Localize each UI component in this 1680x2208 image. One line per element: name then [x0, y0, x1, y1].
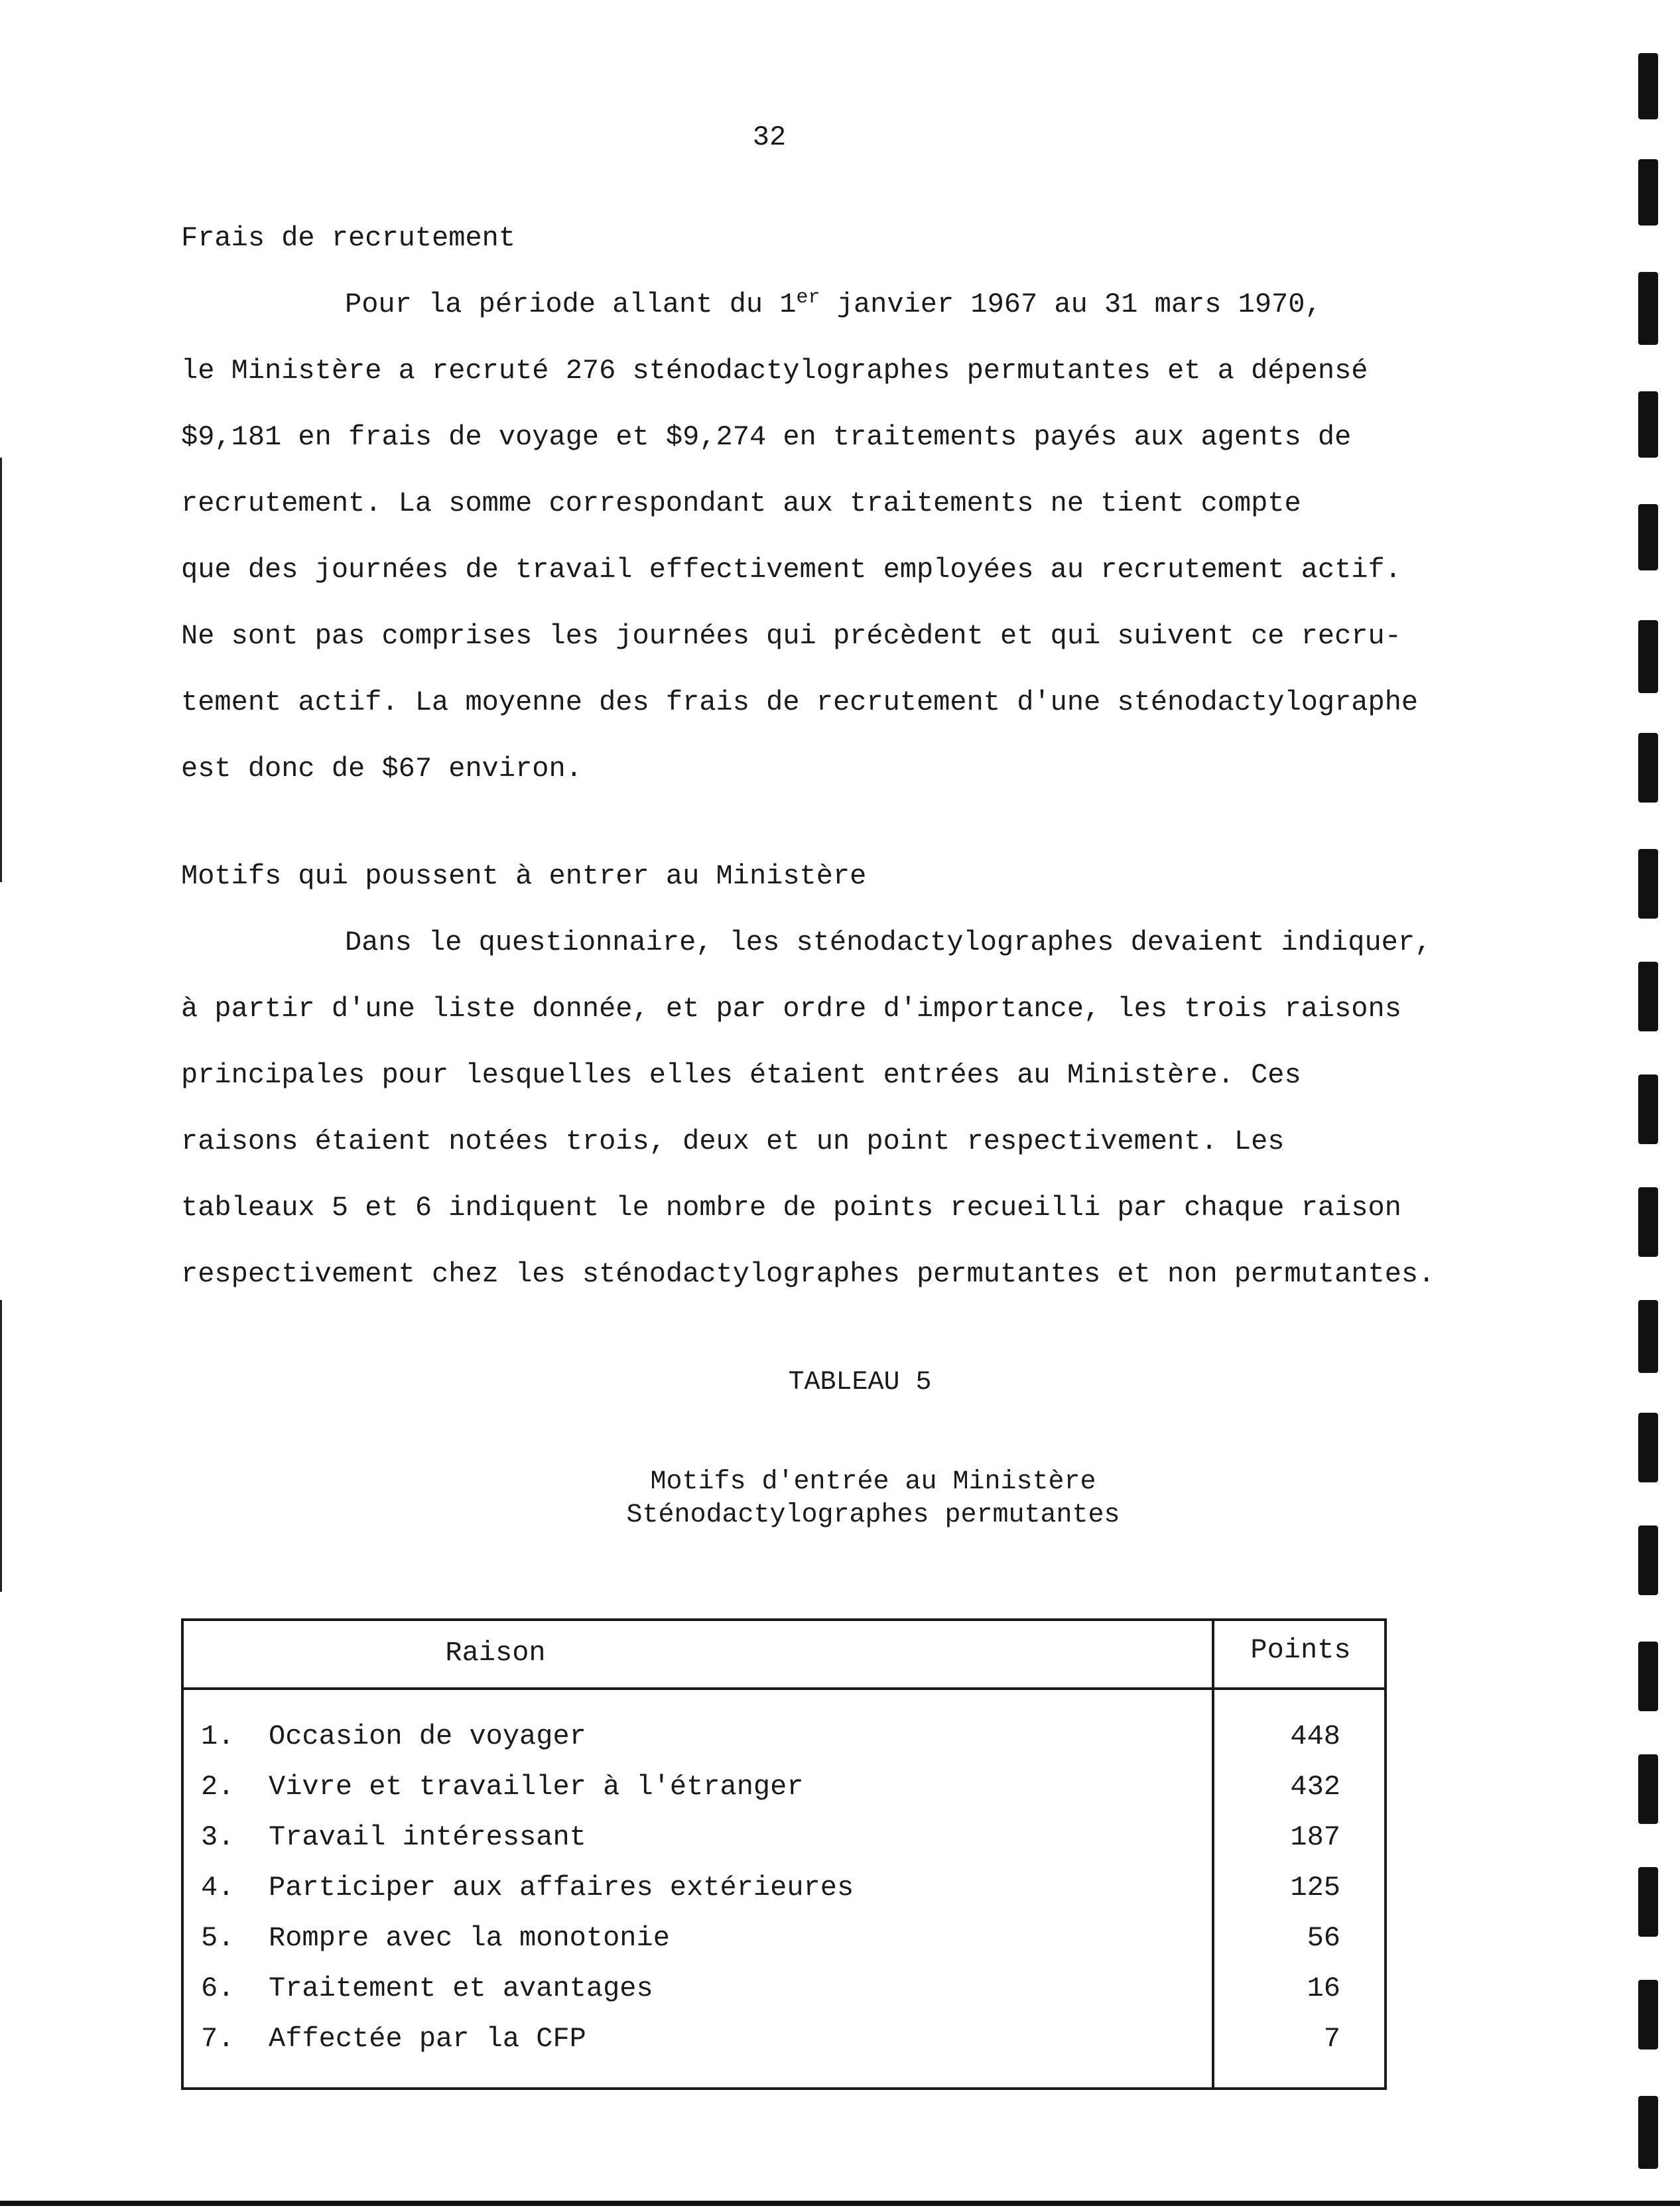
row-points: 7: [1323, 2023, 1340, 2055]
binding-mark: [1638, 620, 1658, 693]
binding-mark: [1638, 391, 1658, 458]
row-points: 187: [1290, 1821, 1340, 1853]
row-reason: Travail intéressant: [269, 1821, 586, 1853]
table-title: Motifs d'entrée au Ministère: [650, 1467, 1096, 1497]
paragraph-line: $9,181 en frais de voyage et $9,274 en traitements payés aux agents de: [181, 421, 1352, 453]
paragraph-line: le Ministère a recruté 276 sténodactylographes permutantes et a dépensé: [181, 355, 1368, 387]
table-row: [184, 1721, 1384, 1771]
row-number: 5.: [201, 1922, 235, 1954]
paragraph-line: principales pour lesquelles elles étaient entrées au Ministère. Ces: [181, 1059, 1301, 1091]
table-row: [184, 1771, 1384, 1821]
row-number: 2.: [201, 1771, 235, 1803]
left-margin-line: [0, 458, 2, 882]
row-reason: Occasion de voyager: [269, 1721, 586, 1752]
paragraph-line: tableaux 5 et 6 indiquent le nombre de points recueilli par chaque raison: [181, 1192, 1401, 1224]
binding-mark: [1638, 1642, 1658, 1711]
row-number: 4.: [201, 1872, 235, 1904]
binding-mark: [1638, 1074, 1658, 1144]
paragraph-line: raisons étaient notées trois, deux et un point respectivement. Les: [181, 1126, 1285, 1157]
row-reason: Rompre avec la monotonie: [269, 1922, 670, 1954]
row-reason: Vivre et travailler à l'étranger: [269, 1771, 804, 1803]
row-number: 7.: [201, 2023, 235, 2055]
paragraph-line: à partir d'une liste donnée, et par ordre d'importance, les trois raisons: [181, 993, 1401, 1025]
binding-mark: [1638, 272, 1658, 345]
binding-mark: [1638, 849, 1658, 919]
column-header-raison: Raison: [445, 1637, 546, 1669]
binding-mark: [1638, 1300, 1658, 1373]
binding-mark: [1638, 1526, 1658, 1595]
binding-mark: [1638, 504, 1658, 570]
paragraph-line: tement actif. La moyenne des frais de recrutement d'une sténodactylographe: [181, 686, 1419, 718]
binding-mark: [1638, 2096, 1658, 2169]
paragraph-line: respectivement chez les sténodactylographes permutantes et non permutantes.: [181, 1258, 1435, 1290]
table-row: [184, 2023, 1384, 2073]
section-heading-recruitment-costs: Frais de recrutement: [181, 222, 516, 254]
row-points: 16: [1307, 1973, 1340, 2004]
left-margin-line: [0, 1300, 2, 1592]
table-subtitle: Sténodactylographes permutantes: [626, 1500, 1120, 1530]
row-reason: Traitement et avantages: [269, 1973, 653, 2004]
paragraph-line: Pour la période allant du 1er janvier 1967 au 31 mars 1970,: [345, 287, 1322, 320]
section-heading-motives: Motifs qui poussent à entrer au Ministère: [181, 860, 867, 892]
row-reason: Participer aux affaires extérieures: [269, 1872, 854, 1904]
bottom-edge: [0, 2201, 1680, 2206]
table-row: [184, 1922, 1384, 1973]
binding-mark: [1638, 1980, 1658, 2049]
row-points: 448: [1290, 1721, 1340, 1752]
table-row: [184, 1872, 1384, 1922]
binding-mark: [1638, 1867, 1658, 1937]
superscript: er: [796, 287, 820, 309]
binding-mark: [1638, 1413, 1658, 1482]
row-number: 3.: [201, 1821, 235, 1853]
row-points: 56: [1307, 1922, 1340, 1954]
binding-mark: [1638, 53, 1658, 119]
binding-mark: [1638, 159, 1658, 226]
row-reason: Affectée par la CFP: [269, 2023, 586, 2055]
paragraph-line: recrutement. La somme correspondant aux traitements ne tient compte: [181, 487, 1301, 519]
column-header-points: Points: [1250, 1634, 1351, 1666]
table-row: [184, 1821, 1384, 1872]
binding-mark: [1638, 1187, 1658, 1257]
binding-mark: [1638, 1754, 1658, 1824]
paragraph-line: que des journées de travail effectivement employées au recrutement actif.: [181, 554, 1401, 586]
row-number: 6.: [201, 1973, 235, 2004]
paragraph-line: Ne sont pas comprises les journées qui précèdent et qui suivent ce recru-: [181, 620, 1401, 652]
row-points: 432: [1290, 1771, 1340, 1803]
table-row: [184, 1973, 1384, 2023]
table-label: TABLEAU 5: [788, 1368, 932, 1397]
row-number: 1.: [201, 1721, 235, 1752]
binding-mark: [1638, 733, 1658, 803]
paragraph-line: Dans le questionnaire, les sténodactylographes devaient indiquer,: [345, 927, 1432, 958]
row-points: 125: [1290, 1872, 1340, 1904]
paragraph-line: est donc de $67 environ.: [181, 753, 582, 785]
header-divider: [184, 1687, 1384, 1690]
page-number: 32: [752, 121, 787, 153]
binding-mark: [1638, 962, 1658, 1031]
data-table: [181, 1618, 1387, 2090]
